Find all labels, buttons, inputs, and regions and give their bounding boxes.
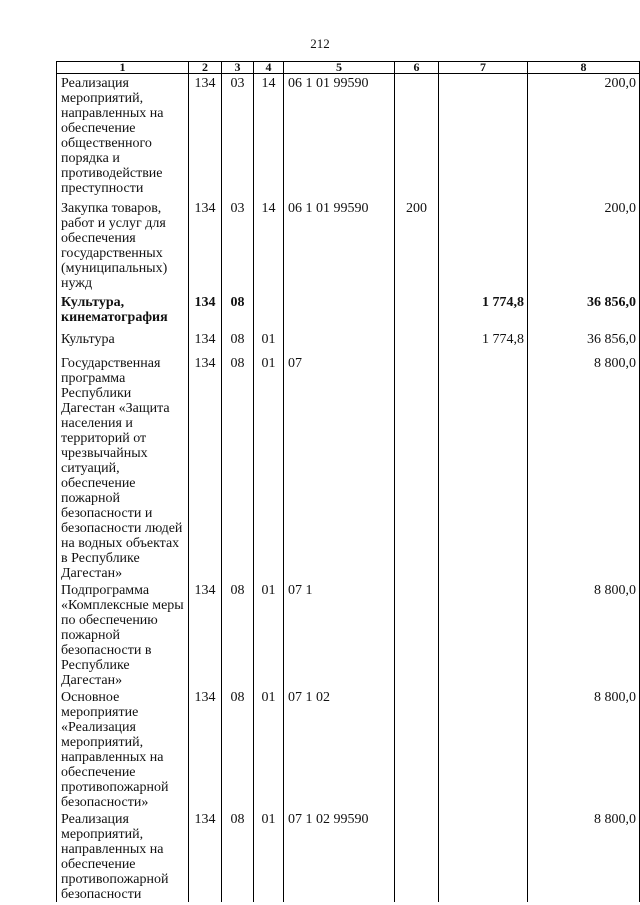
cell-subsection: 01	[254, 688, 284, 810]
table-row	[57, 293, 640, 330]
cell-amount-8: 200,0	[528, 199, 640, 293]
cell-amount-7: 1 774,8	[439, 293, 528, 330]
cell-section: 08	[222, 330, 254, 354]
row-name: Основное мероприятие «Реализация мероприятий, направленных на обеспечение противопожарной безопасности»	[57, 688, 189, 810]
cell-admin-code: 134	[189, 688, 222, 810]
cell-amount-8: 200,0	[528, 74, 640, 199]
cell-amount-7	[439, 688, 528, 810]
cell-expense-type	[395, 688, 439, 810]
cell-expense-type: 200	[395, 199, 439, 293]
cell-section: 08	[222, 810, 254, 902]
cell-section: 03	[222, 199, 254, 293]
header-col-6: 6	[395, 62, 439, 74]
cell-subsection: 01	[254, 581, 284, 688]
cell-subsection: 01	[254, 354, 284, 581]
cell-admin-code: 134	[189, 810, 222, 902]
cell-target-article: 07 1 02 99590	[284, 810, 395, 902]
cell-target-article	[284, 330, 395, 354]
cell-admin-code: 134	[189, 74, 222, 199]
table-row	[57, 688, 640, 810]
cell-target-article: 06 1 01 99590	[284, 199, 395, 293]
cell-subsection	[254, 293, 284, 330]
cell-expense-type	[395, 293, 439, 330]
cell-amount-8: 36 856,0	[528, 330, 640, 354]
cell-admin-code: 134	[189, 330, 222, 354]
header-row	[57, 62, 640, 74]
cell-amount-8: 8 800,0	[528, 354, 640, 581]
cell-amount-7	[439, 354, 528, 581]
cell-subsection: 14	[254, 74, 284, 199]
cell-amount-7	[439, 810, 528, 902]
row-name: Культура	[57, 330, 189, 354]
cell-section: 08	[222, 688, 254, 810]
header-col-5: 5	[284, 62, 395, 74]
header-col-2: 2	[189, 62, 222, 74]
cell-expense-type	[395, 810, 439, 902]
row-name: Подпрограмма «Комплексные меры по обеспечению пожарной безопасности в Республике Дагестан»	[57, 581, 189, 688]
row-name: Культура, кинематография	[57, 293, 189, 330]
cell-target-article: 07	[284, 354, 395, 581]
cell-target-article: 07 1	[284, 581, 395, 688]
cell-amount-8: 8 800,0	[528, 688, 640, 810]
cell-target-article: 07 1 02	[284, 688, 395, 810]
table-row	[57, 581, 640, 688]
row-name: Реализация мероприятий, направленных на обеспечение противопожарной безопасности	[57, 810, 189, 902]
table-row	[57, 330, 640, 354]
table-row	[57, 810, 640, 902]
cell-expense-type	[395, 354, 439, 581]
header-col-4: 4	[254, 62, 284, 74]
cell-amount-8: 8 800,0	[528, 810, 640, 902]
table-row	[57, 199, 640, 293]
cell-admin-code: 134	[189, 199, 222, 293]
cell-admin-code: 134	[189, 354, 222, 581]
header-col-3: 3	[222, 62, 254, 74]
cell-admin-code: 134	[189, 293, 222, 330]
page-number: 212	[310, 36, 330, 51]
cell-expense-type	[395, 581, 439, 688]
cell-amount-7: 1 774,8	[439, 330, 528, 354]
cell-section: 08	[222, 293, 254, 330]
cell-subsection: 01	[254, 330, 284, 354]
row-name: Закупка товаров, работ и услуг для обеспечения государственных (муниципальных) нужд	[57, 199, 189, 293]
header-col-8: 8	[528, 62, 640, 74]
cell-expense-type	[395, 330, 439, 354]
budget-table	[56, 61, 640, 902]
cell-expense-type	[395, 74, 439, 199]
cell-subsection: 14	[254, 199, 284, 293]
cell-section: 08	[222, 354, 254, 581]
cell-target-article	[284, 293, 395, 330]
cell-amount-7	[439, 74, 528, 199]
table-row	[57, 74, 640, 199]
cell-section: 03	[222, 74, 254, 199]
header-col-1: 1	[57, 62, 189, 74]
cell-admin-code: 134	[189, 581, 222, 688]
header-col-7: 7	[439, 62, 528, 74]
row-name: Государственная программа Республики Дагестан «Защита населения и территорий от чрезвычайных ситуаций, обеспечение пожарной безопасности и безопасности людей на водных объектах в Республике Дагестан»	[57, 354, 189, 581]
cell-amount-7	[439, 581, 528, 688]
cell-amount-8: 8 800,0	[528, 581, 640, 688]
cell-section: 08	[222, 581, 254, 688]
cell-amount-8: 36 856,0	[528, 293, 640, 330]
cell-target-article: 06 1 01 99590	[284, 74, 395, 199]
cell-amount-7	[439, 199, 528, 293]
row-name: Реализация мероприятий, направленных на обеспечение общественного порядка и противодействие преступности	[57, 74, 189, 199]
cell-subsection: 01	[254, 810, 284, 902]
table-row	[57, 354, 640, 581]
